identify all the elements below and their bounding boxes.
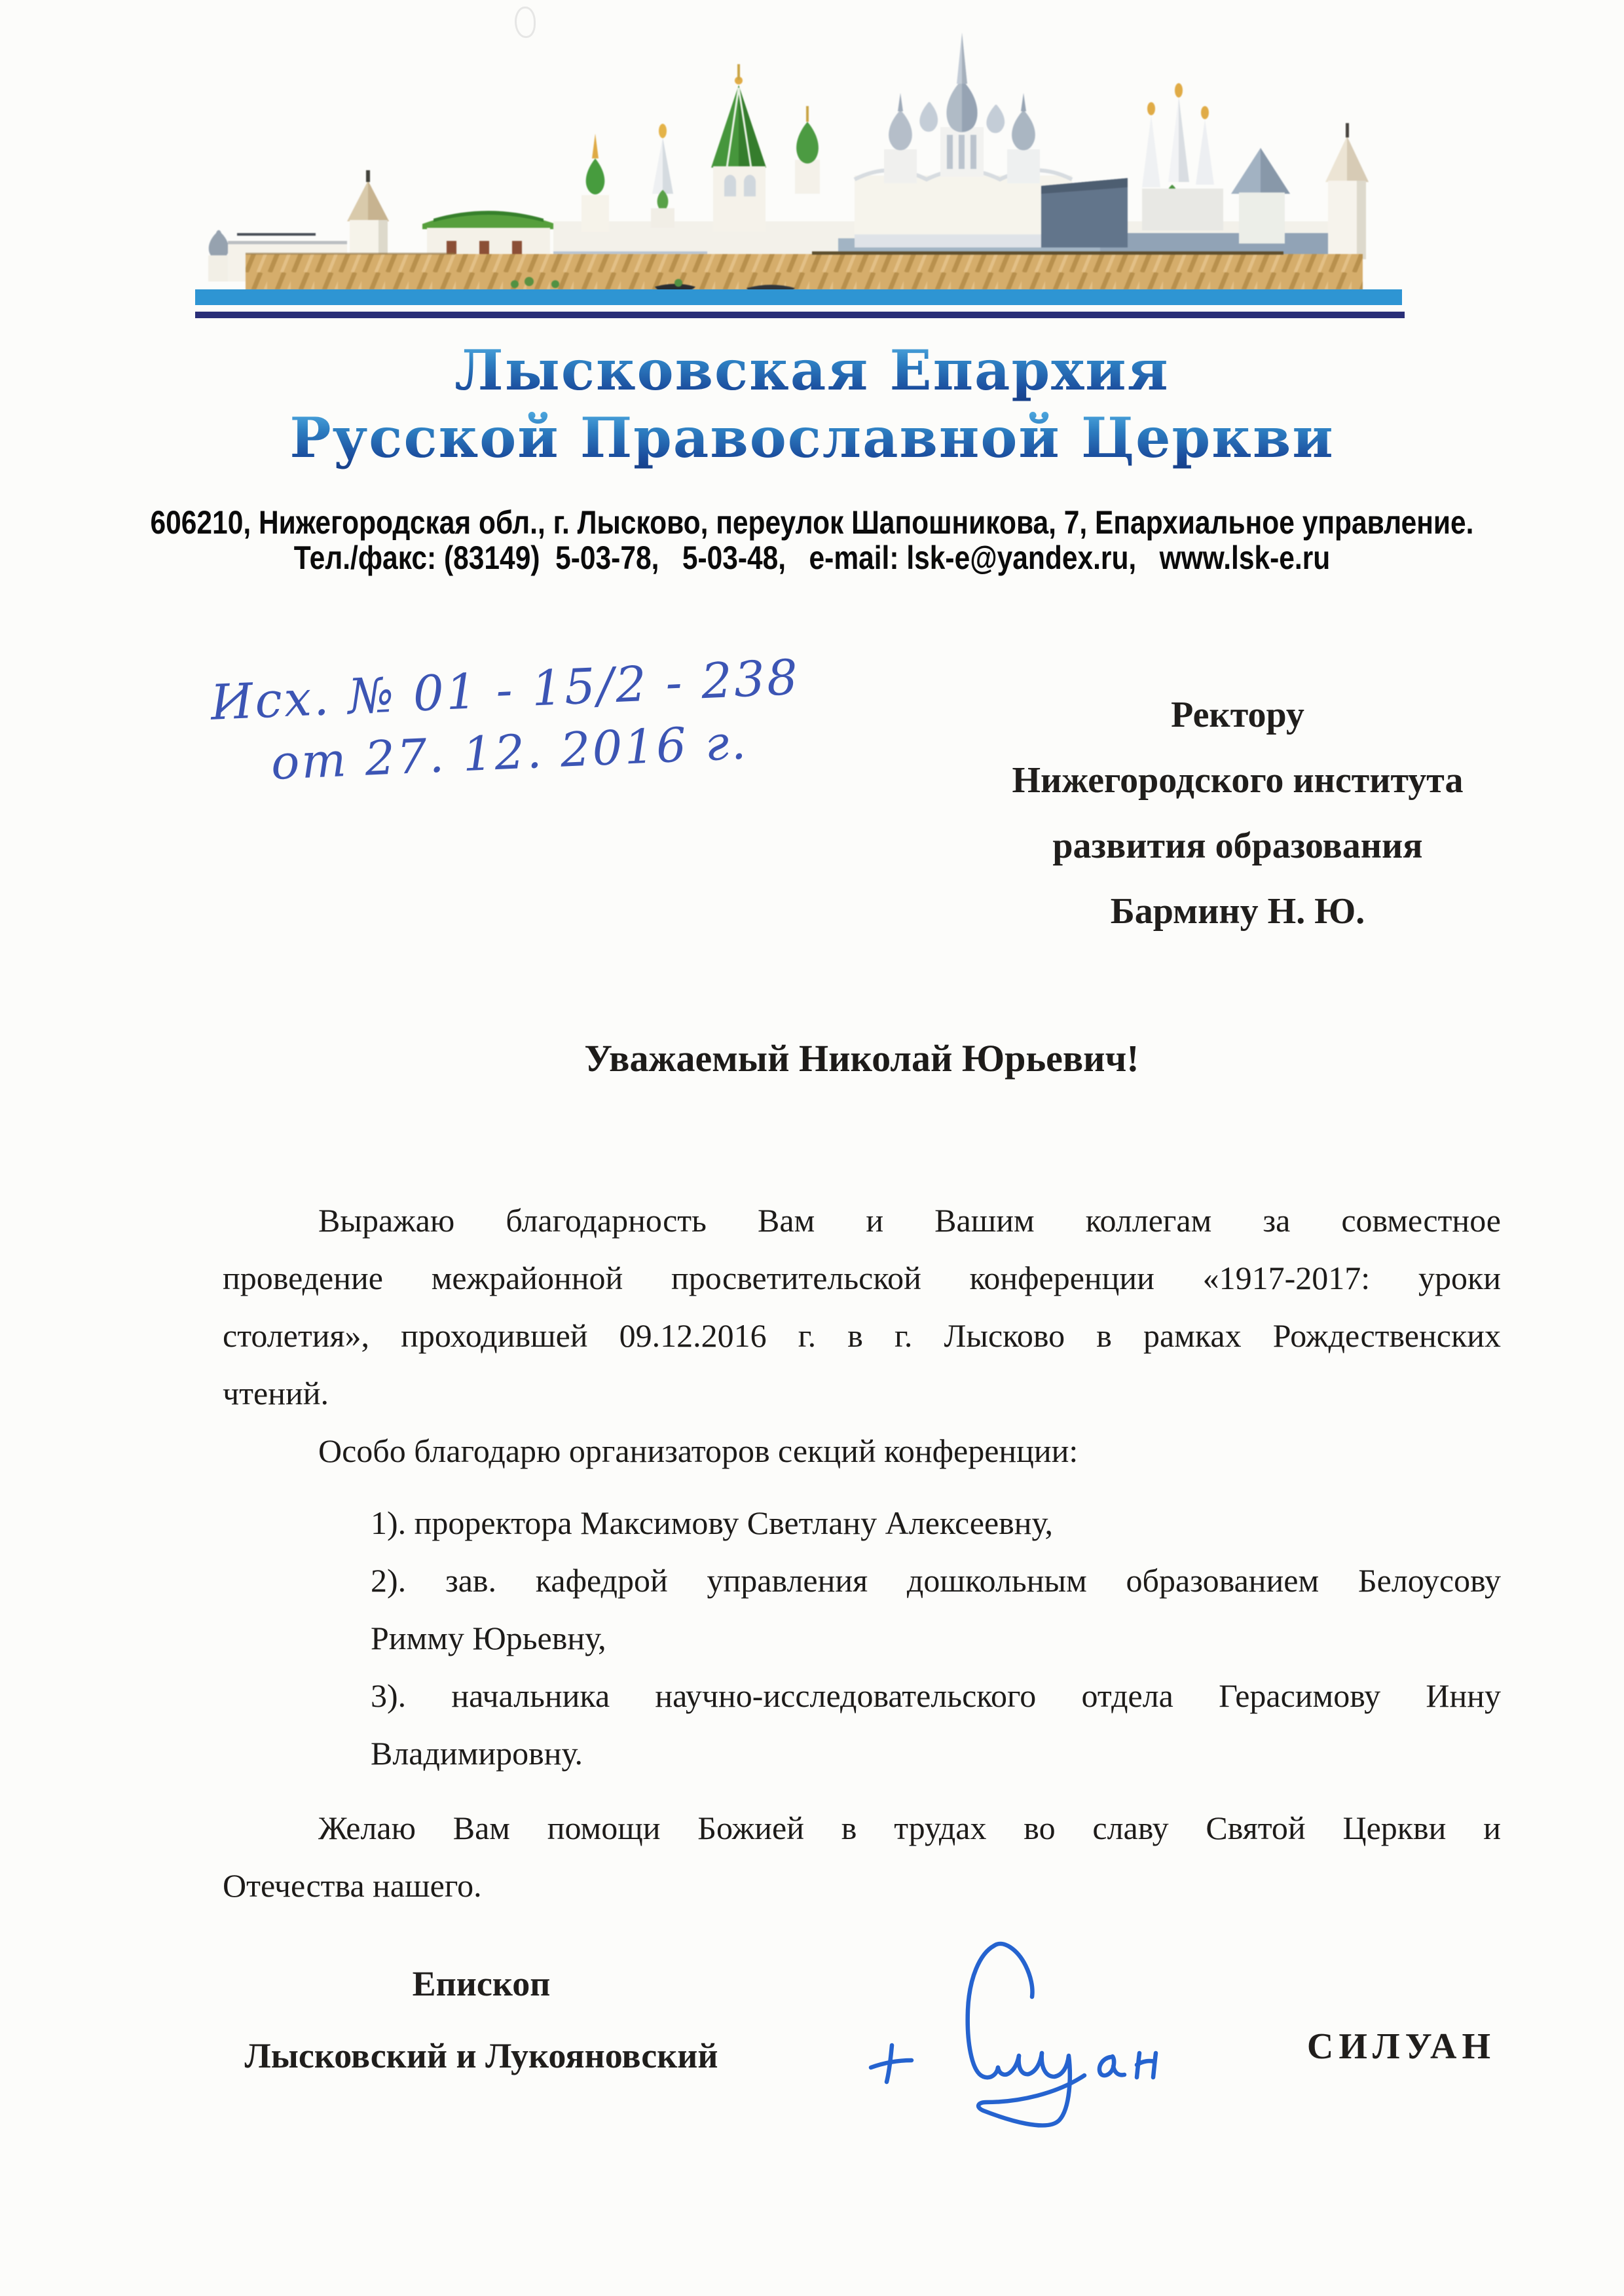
body-line: Выражаю благодарность Вам и Вашим коллегам за совместное [318, 1202, 1501, 1239]
org-name-line2: Русской Православной Церкви [289, 405, 1335, 470]
list-item: 1). проректора Максимову Светлану Алексеевну, [371, 1504, 1054, 1541]
list-item: Владимировну. [371, 1735, 583, 1772]
org-address: 606210, Нижегородская обл., г. Лысково, переулок Шапошникова, 7, Епархиальное управление. [150, 504, 1474, 541]
header-stripe [195, 289, 1402, 305]
list-item: 3). начальника научно-исследовательского отдела Герасимову Инну [371, 1677, 1501, 1714]
reference-date: от 27. 12. 2016 г. [270, 714, 749, 790]
org-name-line1: Лысковская Епархия [454, 338, 1170, 403]
bishop-autograph-signature [832, 1912, 1185, 2134]
body-line: Отечества нашего. [223, 1867, 482, 1904]
body-line: проведение межрайонной просветительской конференции «1917-2017: уроки [223, 1260, 1501, 1296]
outgoing-reference [210, 650, 803, 792]
monastery-illustration [196, 25, 1421, 300]
signatory-name: СИЛУАН [1306, 2026, 1496, 2067]
body-line: Особо благодарю организаторов секций конференции: [318, 1432, 1079, 1469]
signatory-title-line: Лысковский и Лукояновский [244, 2036, 718, 2075]
body-line: чтений. [223, 1375, 329, 1412]
salutation: Уважаемый Николай Юрьевич! [584, 1037, 1139, 1080]
list-item: 2). зав. кафедрой управления дошкольным образованием Белоусову [371, 1562, 1501, 1599]
reference-number: Исх. № 01 - 15/2 - 238 [209, 649, 801, 731]
body-line: Желаю Вам помощи Божией в трудах во славу Святой Церкви и [318, 1810, 1501, 1846]
addressee-block [976, 682, 1500, 944]
signatory-title-line: Епископ [412, 1964, 551, 2003]
organization-name [190, 327, 1434, 484]
addressee-line: развития образования [1052, 826, 1423, 866]
list-item: Римму Юрьевну, [371, 1620, 606, 1656]
addressee-line: Ректору [1171, 695, 1304, 735]
signatory-title [216, 1948, 747, 2092]
header-rule [195, 312, 1405, 318]
letter-body [223, 1192, 1501, 1914]
addressee-line: Нижегородского института [1012, 760, 1464, 801]
org-contacts: Тел./факс: (83149) 5-03-78, 5-03-48, e-mail: lsk-e@yandex.ru, www.lsk-e.ru [293, 539, 1331, 576]
addressee-line: Бармину Н. Ю. [1110, 891, 1365, 932]
body-line: столетия», проходившей 09.12.2016 г. в г. Лысково в рамках Рождественских [223, 1317, 1501, 1354]
